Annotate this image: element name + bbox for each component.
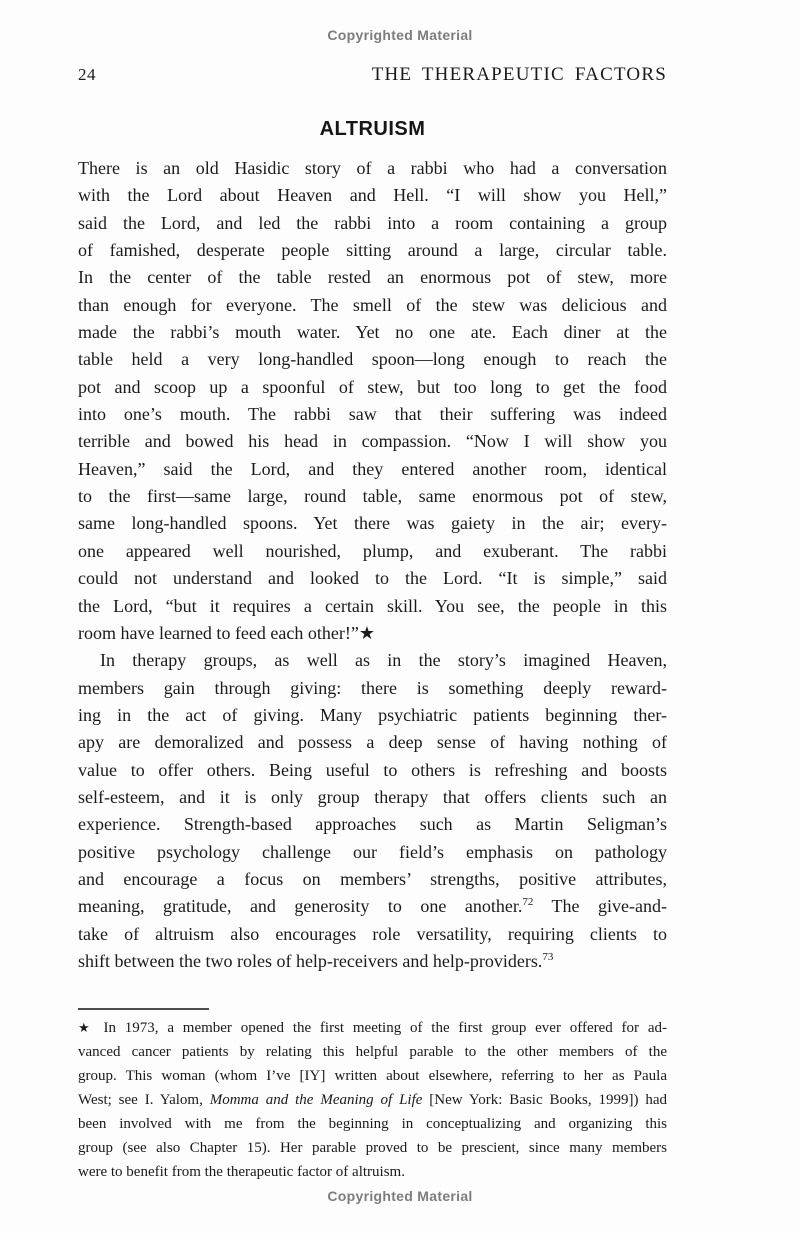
text-line: pot and scoop up a spoonful of stew, but too long to get the food: [78, 376, 667, 397]
text-segment: The give-and-: [533, 896, 667, 917]
text-line: the Lord, “but it requires a certain skill. You see, the people in this: [78, 595, 667, 616]
running-head: THE THERAPEUTIC FACTORS: [371, 64, 667, 85]
text-line: apy are demoralized and possess a deep sense of having nothing of: [78, 732, 667, 753]
text-line: value to offer others. Being useful to others is refreshing and boosts: [78, 759, 667, 780]
text-line: Heaven,” said the Lord, and they entered another room, identical: [78, 458, 667, 479]
page-number: 24: [78, 65, 96, 84]
text-line: positive psychology challenge our field’s emphasis on pathology: [78, 841, 667, 862]
footnote-line: group (see also Chapter 15). Her parable proved to be prescient, since many members: [78, 1140, 667, 1156]
text-line: of famished, desperate people sitting around a large, circular table.: [78, 240, 667, 261]
footnote-reference-72: 72: [522, 896, 534, 909]
footnote-line: [78, 1016, 667, 1040]
text-line: self-esteem, and it is only group therapy that offers clients such an: [78, 786, 667, 807]
text-line: made the rabbi’s mouth water. Yet no one ate. Each diner at the: [78, 322, 667, 343]
copyright-notice-top: Copyrighted Material: [327, 27, 473, 43]
text-line: and encourage a focus on members’ strengths, positive attributes,: [78, 868, 667, 889]
footnote-line: group. This woman (whom I’ve [IY] written about elsewhere, referring to her as Paula: [78, 1068, 667, 1084]
text-line: could not understand and looked to the Lord. “It is simple,” said: [78, 568, 667, 589]
footnote-reference-73: 73: [542, 950, 554, 963]
text-line: In therapy groups, as well as in the story’s imagined Heaven,: [100, 650, 667, 671]
section-title: ALTRUISM: [319, 118, 426, 140]
footnote-line: vanced cancer patients by relating this helpful parable to the other members of the: [78, 1044, 667, 1060]
footnote-star-icon: ★: [78, 1020, 95, 1035]
footnote-line: been involved with me from the beginning in conceptualizing and organizing this: [78, 1116, 667, 1132]
text-line: table held a very long-handled spoon—long enough to reach the: [78, 349, 667, 370]
paragraph-1: [78, 155, 667, 647]
book-title-italic: Momma and the Meaning of Life: [209, 1092, 423, 1108]
text-line: [78, 948, 667, 975]
text-line: to the first—same large, round table, same enormous pot of stew,: [78, 486, 667, 507]
text-segment: shift between the two roles of help-receivers and help-providers.: [78, 950, 543, 971]
text-line: into one’s mouth. The rabbi saw that their suffering was indeed: [78, 404, 667, 425]
footnote-text: West; see I. Yalom,: [78, 1092, 210, 1108]
text-line: same long-handled spoons. Yet there was gaiety in the air; every-: [78, 513, 667, 534]
text-line: There is an old Hasidic story of a rabbi who had a conversation: [78, 158, 667, 178]
text-line: terrible and bowed his head in compassion. “Now I will show you: [78, 431, 667, 452]
text-line: [78, 893, 667, 920]
copyright-notice-bottom: Copyrighted Material: [327, 1188, 473, 1204]
body-text: [78, 155, 667, 975]
footnote-text: In 1973, a member opened the first meeting of the first group ever offered for ad-: [94, 1020, 667, 1036]
text-line: room have learned to feed each other!”★: [78, 622, 375, 643]
text-line: members gain through giving: there is something deeply reward-: [78, 677, 667, 698]
text-line: experience. Strength-based approaches such as Martin Seligman’s: [78, 814, 667, 835]
footnote: [78, 1016, 667, 1184]
text-segment: meaning, gratitude, and generosity to one another.: [78, 896, 523, 917]
footnote-line: were to benefit from the therapeutic factor of altruism.: [78, 1164, 405, 1180]
text-line: said the Lord, and led the rabbi into a room containing a group: [78, 212, 667, 233]
paragraph-2: [78, 647, 667, 975]
footnote-text: [New York: Basic Books, 1999]) had: [422, 1092, 668, 1108]
footnote-divider: [78, 1008, 209, 1010]
page-header: [78, 64, 667, 86]
text-line: with the Lord about Heaven and Hell. “I will show you Hell,”: [78, 185, 667, 206]
text-line: than enough for everyone. The smell of the stew was delicious and: [78, 294, 667, 315]
footnote-line: [78, 1088, 667, 1112]
text-line: In the center of the table rested an enormous pot of stew, more: [78, 267, 667, 288]
text-line: take of altruism also encourages role versatility, requiring clients to: [78, 923, 667, 944]
text-line: one appeared well nourished, plump, and exuberant. The rabbi: [78, 540, 667, 561]
text-line: ing in the act of giving. Many psychiatric patients beginning ther-: [78, 704, 667, 725]
